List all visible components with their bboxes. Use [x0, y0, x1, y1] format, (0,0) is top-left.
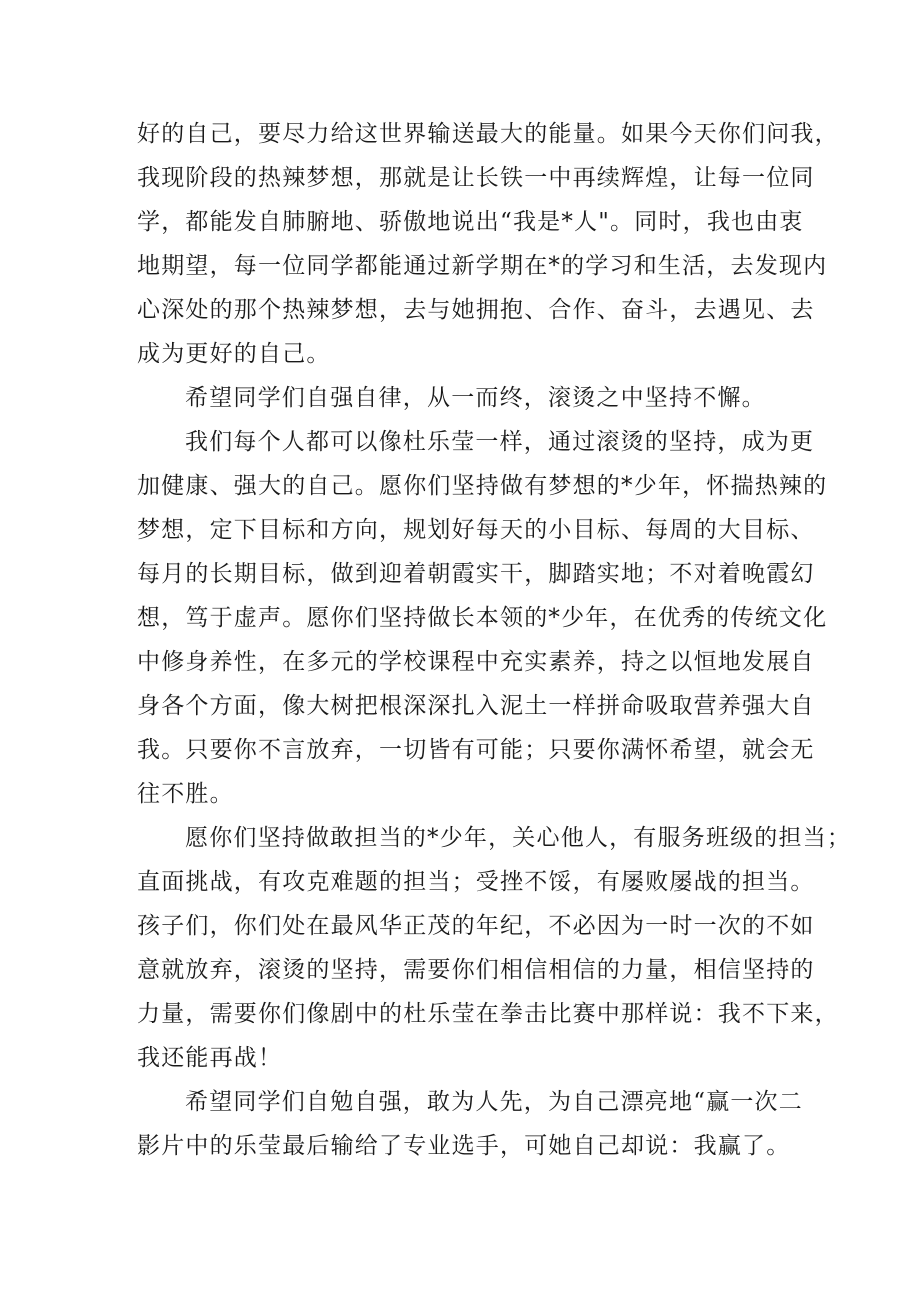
paragraph-5	[137, 1080, 801, 1168]
text-line: 梦想，定下目标和方向，规划好每天的小目标、每周的大目标、	[137, 517, 815, 543]
paragraph-1	[137, 112, 839, 376]
text-line: 心深处的那个热辣梦想，去与她拥抱、合作、奋斗，去遇见、去	[137, 297, 815, 323]
text-line: 成为更好的自己。	[137, 341, 331, 367]
text-line: 学，都能发自肺腑地、骄傲地说出“我是*人"。同时，我也由衷	[137, 209, 804, 235]
text-line: 直面挑战，有攻克难题的担当；受挫不馁，有屡败屡战的担当。	[137, 869, 815, 895]
text-line: 身各个方面，像大树把根深深扎入泥土一样拼命吸取营养强大自	[137, 693, 815, 719]
text-line: 希望同学们自强自律，从一而终，滚烫之中坚持不懈。	[185, 385, 766, 411]
paragraph-3	[137, 420, 828, 816]
paragraph-2	[137, 376, 801, 420]
text-line: 我们每个人都可以像杜乐莹一样，通过滚烫的坚持，成为更	[185, 429, 815, 455]
text-line: 想，笃于虚声。愿你们坚持做长本领的*少年，在优秀的传统文化	[137, 605, 828, 631]
text-line: 地期望，每一位同学都能通过新学期在*的学习和生活，去发现内	[137, 253, 828, 279]
text-line: 愿你们坚持做敢担当的*少年，关心他人，有服务班级的担当；	[185, 825, 852, 851]
text-line: 我。只要你不言放弃，一切皆有可能；只要你满怀希望，就会无	[137, 737, 815, 763]
text-line: 意就放弃，滚烫的坚持，需要你们相信相信的力量，相信坚持的	[137, 957, 815, 983]
text-line: 好的自己，要尽力给这世界输送最大的能量。如果今天你们问我，	[137, 121, 839, 147]
text-line: 每月的长期目标，做到迎着朝霞实干，脚踏实地；不对着晚霞幻	[137, 561, 815, 587]
text-line: 力量，需要你们像剧中的杜乐莹在拳击比赛中那样说：我不下来，	[137, 1001, 839, 1027]
text-line: 影片中的乐莹最后输给了专业选手，可她自己却说：我赢了。	[137, 1133, 791, 1159]
text-line: 我还能再战！	[137, 1045, 283, 1071]
paragraph-4	[137, 816, 852, 1080]
text-line: 希望同学们自勉自强，敢为人先，为自己漂亮地“赢一次二	[185, 1089, 803, 1115]
text-line: 往不胜。	[137, 781, 234, 807]
document-body	[137, 112, 852, 1168]
text-line: 孩子们，你们处在最风华正茂的年纪，不必因为一时一次的不如	[137, 913, 815, 939]
text-line: 我现阶段的热辣梦想，那就是让长铁一中再续辉煌，让每一位同	[137, 165, 815, 191]
text-line: 中修身养性，在多元的学校课程中充实素养，持之以恒地发展自	[137, 649, 815, 675]
text-line: 加健康、强大的自己。愿你们坚持做有梦想的*少年，怀揣热辣的	[137, 473, 828, 499]
